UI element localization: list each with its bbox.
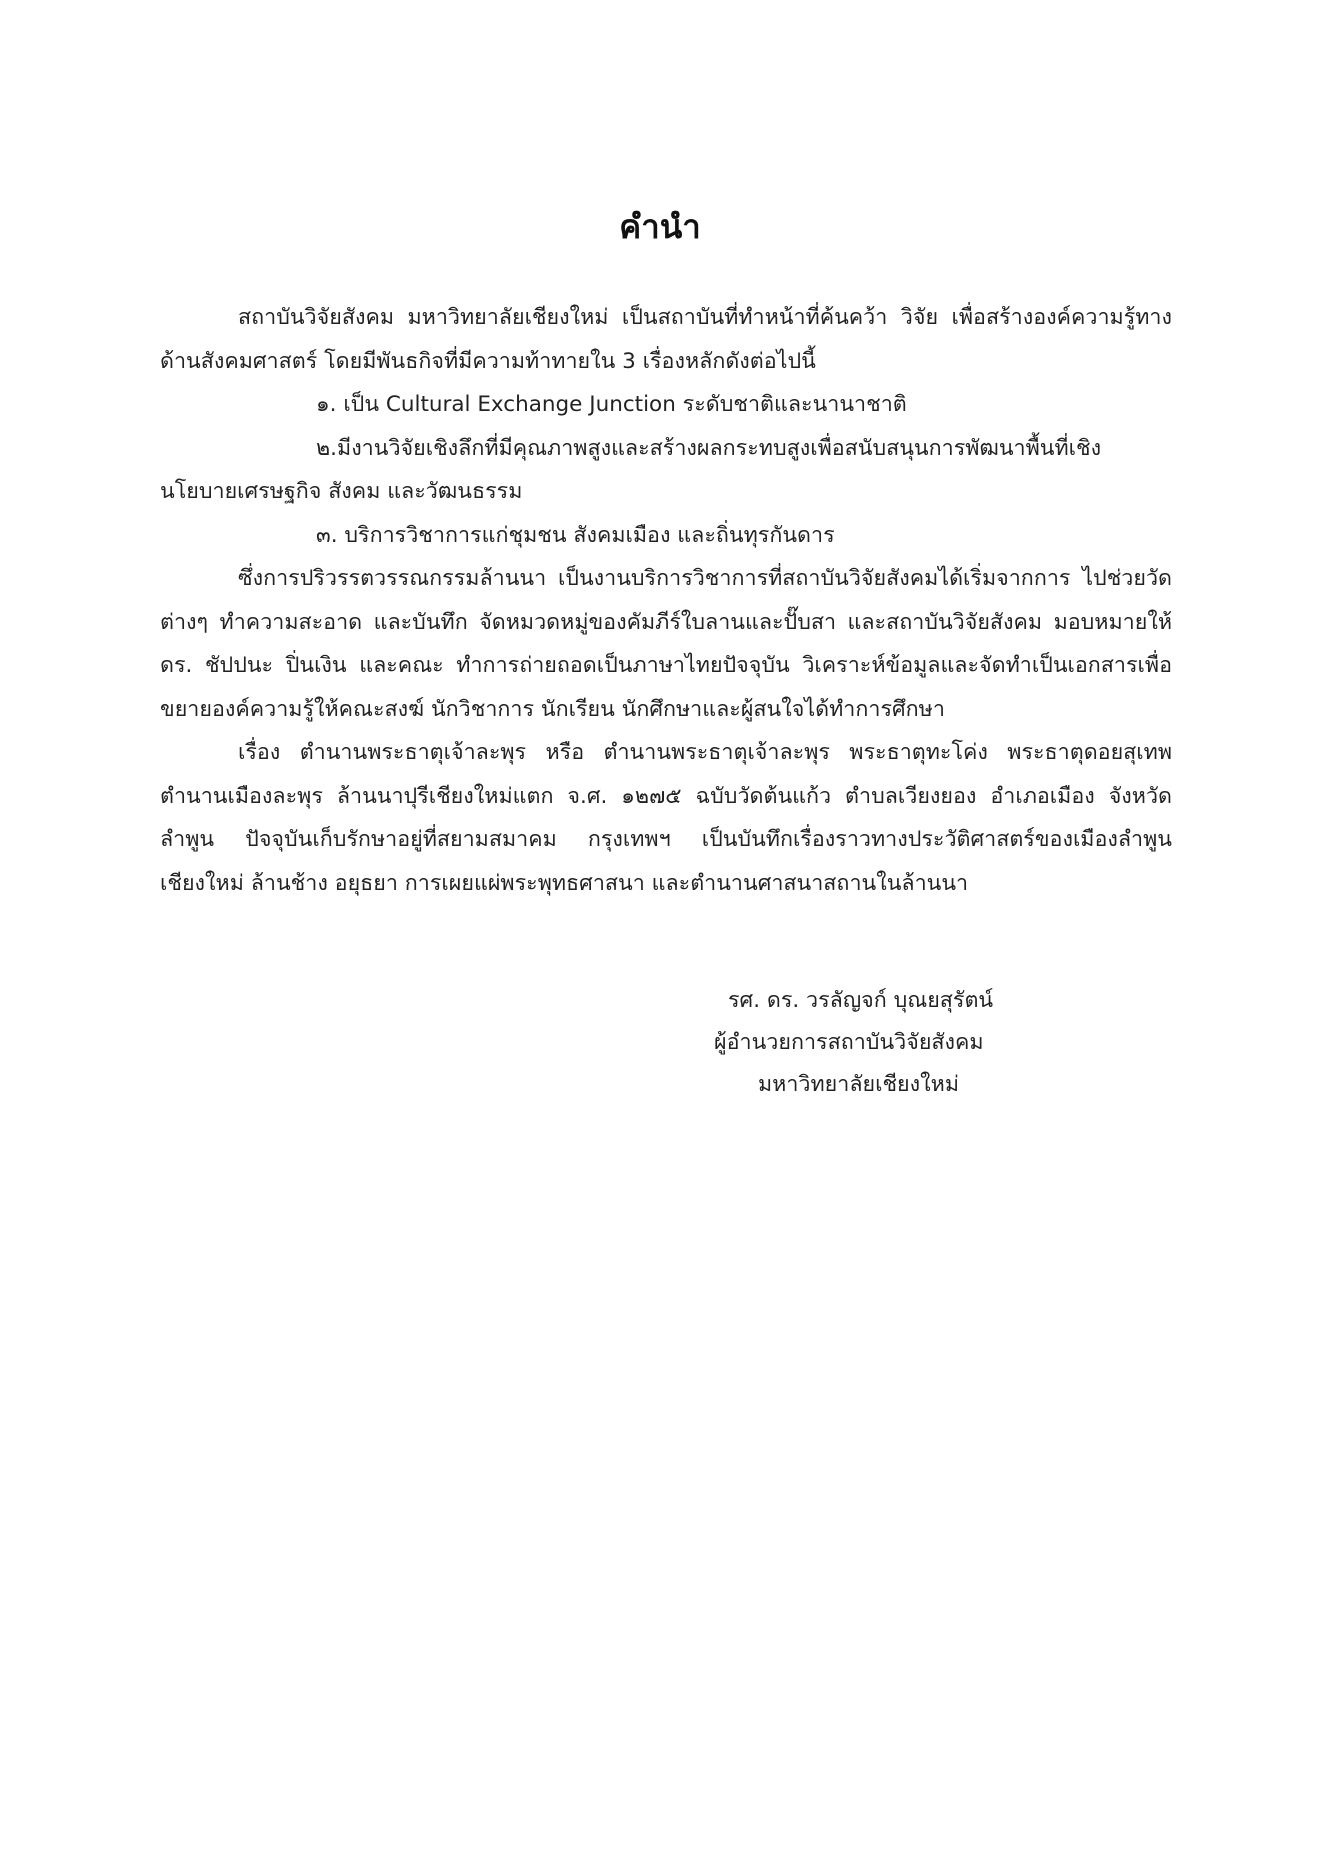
subject-paragraph: เรื่อง ตำนานพระธาตุเจ้าละพุร หรือ ตำนานพระธาตุเจ้าละพุร พระธาตุทะโค่ง พระธาตุดอยสุเทพ ตำนานเมืองละพุร ล้านนาปุรีเชียงใหม่แตก จ.ศ. ๑๒๗๕ ฉบับวัดต้นแก้ว ตำบลเวียงยอง อำเภอเมือง จังหวัดลำพูน ปัจจุบันเก็บรักษาอยู่ที่สยามสมาคม กรุงเทพฯ เป็นบันทึกเรื่องราวทางประวัติศาสตร์ของเมืองลำพูน เชียงใหม่ ล้านช้าง อยุธยา การเผยแผ่พระพุทธศาสนา และตำนานศาสนาสถานในล้านนา <box>160 740 1172 896</box>
list-item <box>160 383 1172 427</box>
signatory-position: ผู้อำนวยการสถาบันวิจัยสังคม <box>714 1030 984 1055</box>
list-item <box>160 427 1172 514</box>
list-item-number: ๓. <box>316 522 338 548</box>
list-item-number: ๒. <box>316 435 338 461</box>
document-body <box>160 296 1172 905</box>
list-item-text: มีงานวิจัยเชิงลึกที่มีคุณภาพสูงและสร้างผลกระทบสูงเพื่อสนับสนุนการพัฒนาพื้นที่เชิงนโยบายเศรษฐกิจ สังคม และวัฒนธรรม <box>160 435 1102 504</box>
list-item <box>160 514 1172 558</box>
signatory-organization: มหาวิทยาลัยเชียงใหม่ <box>758 1072 959 1097</box>
list-item-text: บริการวิชาการแก่ชุมชน สังคมเมือง และถิ่นทุรกันดาร <box>344 522 835 548</box>
intro-paragraph: สถาบันวิจัยสังคม มหาวิทยาลัยเชียงใหม่ เป็นสถาบันที่ทำหน้าที่ค้นคว้า วิจัย เพื่อสร้างองค์ความรู้ทางด้านสังคมศาสตร์ โดยมีพันธกิจที่มีความท้าทายใน 3 เรื่องหลักดังต่อไปนี้ <box>160 305 1172 374</box>
signatory-name: รศ. ดร. วรลัญจก์ บุณยสุรัตน์ <box>728 988 994 1013</box>
history-paragraph: ซึ่งการปริวรรตวรรณกรรมล้านนา เป็นงานบริการวิชาการที่สถาบันวิจัยสังคมได้เริ่มจากการ ไปช่วยวัดต่างๆ ทำความสะอาด และบันทึก จัดหมวดหมู่ของคัมภีร์ใบลานและปั๊บสา และสถาบันวิจัยสังคม มอบหมายให้ ดร. ชัปปนะ ปิ่นเงิน และคณะ ทำการถ่ายถอดเป็นภาษาไทยปัจจุบัน วิเคราะห์ข้อมูลและจัดทำเป็นเอกสารเพื่อขยายองค์ความรู้ให้คณะสงฆ์ นักวิชาการ นักเรียน นักศึกษาและผู้สนใจได้ทำการศึกษา <box>160 566 1172 722</box>
document-title: คำนำ <box>619 207 701 246</box>
list-item-text: เป็น Cultural Exchange Junction ระดับชาติและนานาชาติ <box>343 392 907 417</box>
list-item-number: ๑. <box>316 392 337 417</box>
signature-block <box>700 980 1020 1106</box>
